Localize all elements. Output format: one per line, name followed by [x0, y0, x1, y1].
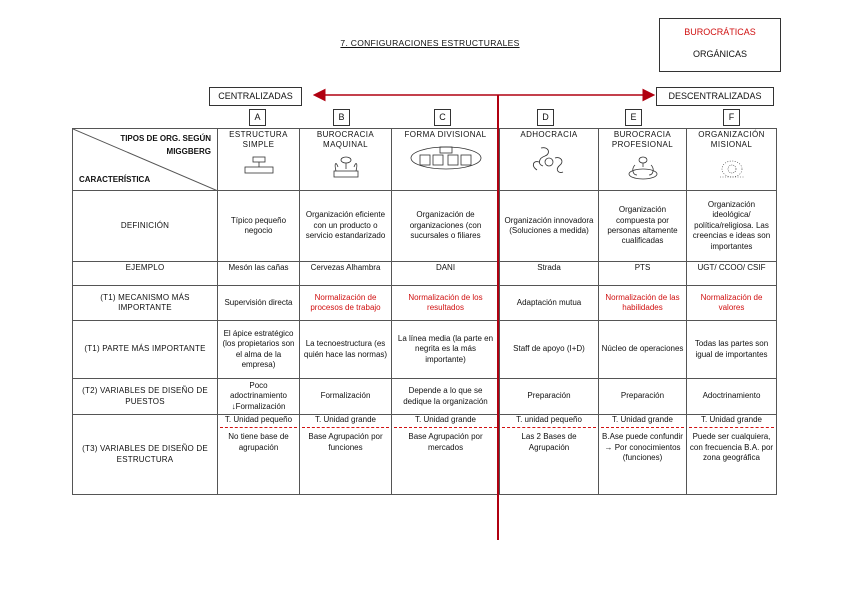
legend-organicas: ORGÁNICAS	[692, 49, 747, 59]
simple-structure-icon	[239, 155, 279, 177]
mecanismo-e: Normalización de las habilidades	[599, 286, 687, 321]
estructura-a-top: T. Unidad pequeño	[220, 415, 297, 428]
column-header-e	[599, 129, 687, 191]
row-estructura	[73, 415, 777, 495]
machine-bureaucracy-icon	[326, 155, 366, 181]
ejemplo-d: Strada	[500, 262, 599, 286]
puestos-e: Preparación	[599, 379, 687, 415]
column-name-a: ESTRUCTURA SIMPLE	[229, 130, 288, 150]
ejemplo-c: DANI	[392, 262, 500, 286]
parte-c: La línea media (la parte en negrita es la más importante)	[392, 321, 500, 379]
ejemplo-f: UGT/ CCOO/ CSIF	[687, 262, 777, 286]
mecanismo-f: Normalización de valores	[687, 286, 777, 321]
parte-d: Staff de apoyo (I+D)	[500, 321, 599, 379]
column-header-f	[687, 129, 777, 191]
puestos-a: Poco adoctrinamiento ↓Formalización	[218, 379, 300, 415]
definicion-c: Organización de organizaciones (con sucursales o filiares	[392, 191, 500, 262]
estructura-b-top: T. Unidad grande	[302, 415, 389, 428]
column-name-b: BUROCRACIA MAQUINAL	[316, 130, 375, 150]
definicion-b: Organización eficiente con un producto o servicio estandarizado	[300, 191, 392, 262]
column-name-e: BUROCRACIA PROFESIONAL	[611, 130, 674, 150]
row-label-estructura: (T3) VARIABLES DE DISEÑO DE ESTRUCTURA	[73, 415, 218, 495]
estructura-f-top: T. Unidad grande	[689, 415, 774, 428]
corner-cell	[73, 129, 218, 191]
mecanismo-d: Adaptación mutua	[500, 286, 599, 321]
column-letter-d: D	[537, 109, 554, 126]
tipos-label	[120, 133, 211, 159]
column-name-f: ORGANIZACIÓN MISIONAL	[698, 130, 765, 150]
legend-burocraticas: BUROCRÁTICAS	[684, 27, 756, 37]
column-letter-c: C	[434, 109, 451, 126]
ejemplo-a: Mesón las cañas	[218, 262, 300, 286]
mecanismo-b: Normalización de procesos de trabajo	[300, 286, 392, 321]
estructura-d	[500, 415, 599, 495]
estructura-e	[599, 415, 687, 495]
row-label-definicion: DEFINICIÓN	[73, 191, 218, 262]
definicion-f: Organización ideológica/ política/religiosa. Las creencias e ideas son importantes	[687, 191, 777, 262]
legend-box	[659, 18, 781, 72]
row-label-puestos: (T2) VARIABLES DE DISEÑO DE PUESTOS	[73, 379, 218, 415]
column-name-c: FORMA DIVISIONAL	[404, 130, 487, 139]
descentralizadas-label: DESCENTRALIZADAS	[656, 87, 774, 106]
puestos-c: Depende a lo que se dedique la organización	[392, 379, 500, 415]
tipos-line-2: MIGGBERG	[166, 146, 211, 156]
estructura-d-bottom: Las 2 Bases de Agrupación	[521, 432, 577, 452]
column-letter-a: A	[249, 109, 266, 126]
column-header-d	[500, 129, 599, 191]
divisional-form-icon	[408, 144, 484, 170]
row-puestos	[73, 379, 777, 415]
definicion-d: Organización innovadora (Soluciones a medida)	[500, 191, 599, 262]
row-parte	[73, 321, 777, 379]
estructura-a	[218, 415, 300, 495]
row-label-mecanismo: (T1) MECANISMO MÁS IMPORTANTE	[73, 286, 218, 321]
estructura-e-top: T. Unidad grande	[601, 415, 684, 428]
estructura-b-bottom: Base Agrupación por funciones	[308, 432, 383, 452]
estructura-f	[687, 415, 777, 495]
header-row	[73, 129, 777, 191]
adhocracy-icon	[527, 144, 571, 178]
row-mecanismo	[73, 286, 777, 321]
puestos-b: Formalización	[300, 379, 392, 415]
parte-f: Todas las partes son igual de importantes	[687, 321, 777, 379]
missionary-organization-icon	[712, 155, 752, 181]
row-ejemplo	[73, 262, 777, 286]
definicion-e: Organización compuesta por personas altamente cualificadas	[599, 191, 687, 262]
page-title: 7. CONFIGURACIONES ESTRUCTURALES	[340, 38, 520, 48]
column-letter-b: B	[333, 109, 350, 126]
parte-b: La tecnoestructura (es quién hace las normas)	[300, 321, 392, 379]
professional-bureaucracy-icon	[623, 155, 663, 181]
puestos-f: Adoctrinamiento	[687, 379, 777, 415]
row-label-ejemplo: EJEMPLO	[73, 262, 218, 286]
tipos-line-1: TIPOS DE ORG. SEGÚN	[120, 134, 211, 143]
estructura-f-bottom: Puede ser cualquiera, con frecuencia B.A. por zona geográfica	[689, 432, 774, 463]
row-definicion	[73, 191, 777, 262]
column-header-b	[300, 129, 392, 191]
centralizadas-label: CENTRALIZADAS	[209, 87, 302, 106]
estructura-c	[392, 415, 500, 495]
estructura-d-top: T. unidad pequeño	[502, 415, 596, 428]
puestos-d: Preparación	[500, 379, 599, 415]
ejemplo-b: Cervezas Alhambra	[300, 262, 392, 286]
parte-e: Núcleo de operaciones	[599, 321, 687, 379]
mecanismo-a: Supervisión directa	[218, 286, 300, 321]
column-name-d: ADHOCRACIA	[520, 130, 578, 139]
definicion-a: Típico pequeño negocio	[218, 191, 300, 262]
parte-a: El ápice estratégico (los propietarios son el alma de la empresa)	[218, 321, 300, 379]
estructura-b	[300, 415, 392, 495]
caracteristica-label: CARACTERÍSTICA	[79, 174, 151, 184]
row-label-parte: (T1) PARTE MÁS IMPORTANTE	[73, 321, 218, 379]
ejemplo-e: PTS	[599, 262, 687, 286]
estructura-c-top: T. Unidad grande	[394, 415, 497, 428]
column-letter-f: F	[723, 109, 740, 126]
column-header-a	[218, 129, 300, 191]
estructura-a-bottom: No tiene base de agrupación	[228, 432, 289, 452]
column-letter-e: E	[625, 109, 642, 126]
estructura-e-bottom: B.Ase puede confundir → Por conocimientos (funciones)	[602, 432, 683, 463]
column-header-c	[392, 129, 500, 191]
structural-configurations-table	[72, 128, 777, 495]
mecanismo-c: Normalización de los resultados	[392, 286, 500, 321]
estructura-c-bottom: Base Agrupación por mercados	[408, 432, 483, 452]
